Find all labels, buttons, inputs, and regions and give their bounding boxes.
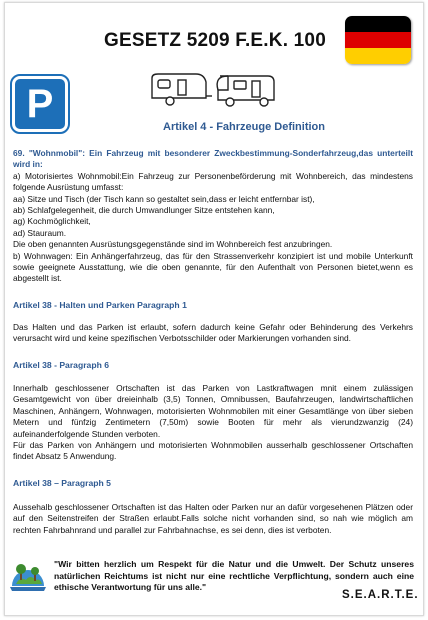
article-38-p6-paragraph: Innerhalb geschlossener Ortschaften ist das Parken von Lastkraftwagen mnit einem zulässigen Gesamtgewicht von über dreieinhalb (3,5) Tonnen, Omnibussen, Baufahrzeugen, landwirtschaftlichen Maschinen, Anhängern, Wohnwagen, motorisierten Wohnmobilen mit einer Gesamtlänge von über sieben Metern und fünfzig Zentimetern (7,50m) sowie Booten für mehr als vierundzwanzig (24) aufeinanderfolgende Stunden verboten. xyxy=(13,383,413,439)
section-69-line: ab) Schlafgelegenheit, die durch Umwandlunger Sitze entstehen kann, xyxy=(13,205,275,216)
section-69-intro: 69. "Wohnmobil": Ein Fahrzeug mit besonderer Zweckbestimmung-Sonderfahrzeug,das unterteilt wird in: xyxy=(13,148,413,170)
article-38-p5-heading: Artikel 38 – Paragraph 5 xyxy=(13,478,111,488)
section-69-line: b) Wohnwagen: Ein Anhängerfahrzeug, das für den Strassenverkehr konzipiert ist und mobile Unterkunft sowie geeignete Ausstattung, wie die oben genannte, für den Aufenthalt von Personen bietet,wenn es abgestellt ist. xyxy=(13,250,413,284)
flag-stripe-black xyxy=(345,16,411,32)
article-38-p1-text xyxy=(13,322,413,345)
caravan-motorhome-icon xyxy=(148,70,280,110)
earth-nature-icon xyxy=(8,560,48,594)
article-38-p5-paragraph: Aussehalb geschlossener Ortschaften ist das Halten oder Parken nur an dafür vorgesehenen Plätzen oder auf den Seitenstreifen der Straßen erlaubt.Falls solche nicht vorhanden sind, so nah wie möglich am rechten Fahrbahnrand und parallel zur Fahrbahnachse, es sei denn, dies ist verboten. xyxy=(13,502,413,535)
flag-stripe-gold xyxy=(345,48,411,64)
flag-stripe-red xyxy=(345,32,411,48)
section-69 xyxy=(13,148,413,285)
article-38-p6-paragraph: Für das Parken von Anhängern und motorisierten Wohnmobilen ausserhalb geschlossener Ortschaften findet Absatz 5 Anwendung. xyxy=(13,440,413,462)
article-38-p1-paragraph: Das Halten und das Parken ist erlaubt, sofern dadurch keine Gefahr oder Behinderung des Verkehrs verursacht wird und keine spezifischen Verbotsschilder oder Markierungen vorhanden sind. xyxy=(13,322,413,344)
section-69-line: aa) Sitze und Tisch (der Tisch kann so gestaltet sein,dass er leicht entfernbar ist), xyxy=(13,193,315,204)
footer-signature: S.E.A.R.T.E. xyxy=(342,589,419,601)
page-title: GESETZ 5209 F.E.K. 100 xyxy=(104,30,326,51)
article-heading: Artikel 4 - Fahrzeuge Definition xyxy=(163,121,325,133)
section-69-line: a) Motorisiertes Wohnmobil:Ein Fahrzeug zur Personenbeförderung mit Wohnbereich, das mindestens folgende Ausrüstung umfasst: xyxy=(13,170,413,193)
article-38-p6-text xyxy=(13,383,413,463)
parking-letter: P xyxy=(26,81,54,126)
article-38-p5-text xyxy=(13,502,413,536)
article-38-p1-heading: Artikel 38 - Halten und Parken Paragraph 1 xyxy=(13,300,187,310)
section-69-line: ad) Stauraum. xyxy=(13,227,67,238)
footer-quote: "Wir bitten herzlich um Respekt für die Natur und die Umwelt. Der Schutz unseres natürlichen Reichtums ist nicht nur eine rechtliche Verpflichtung, sondern auch eine ethische Verantwortung für uns alle." xyxy=(54,559,414,593)
section-69-line: Die oben genannten Ausrüstungsgegenstände sind im Wohnbereich fest anzubringen. xyxy=(13,239,333,250)
section-69-line: ag) Kochmöglichkeit, xyxy=(13,216,91,227)
german-flag-icon xyxy=(345,16,411,64)
article-38-p6-heading: Artikel 38 - Paragraph 6 xyxy=(13,360,110,370)
